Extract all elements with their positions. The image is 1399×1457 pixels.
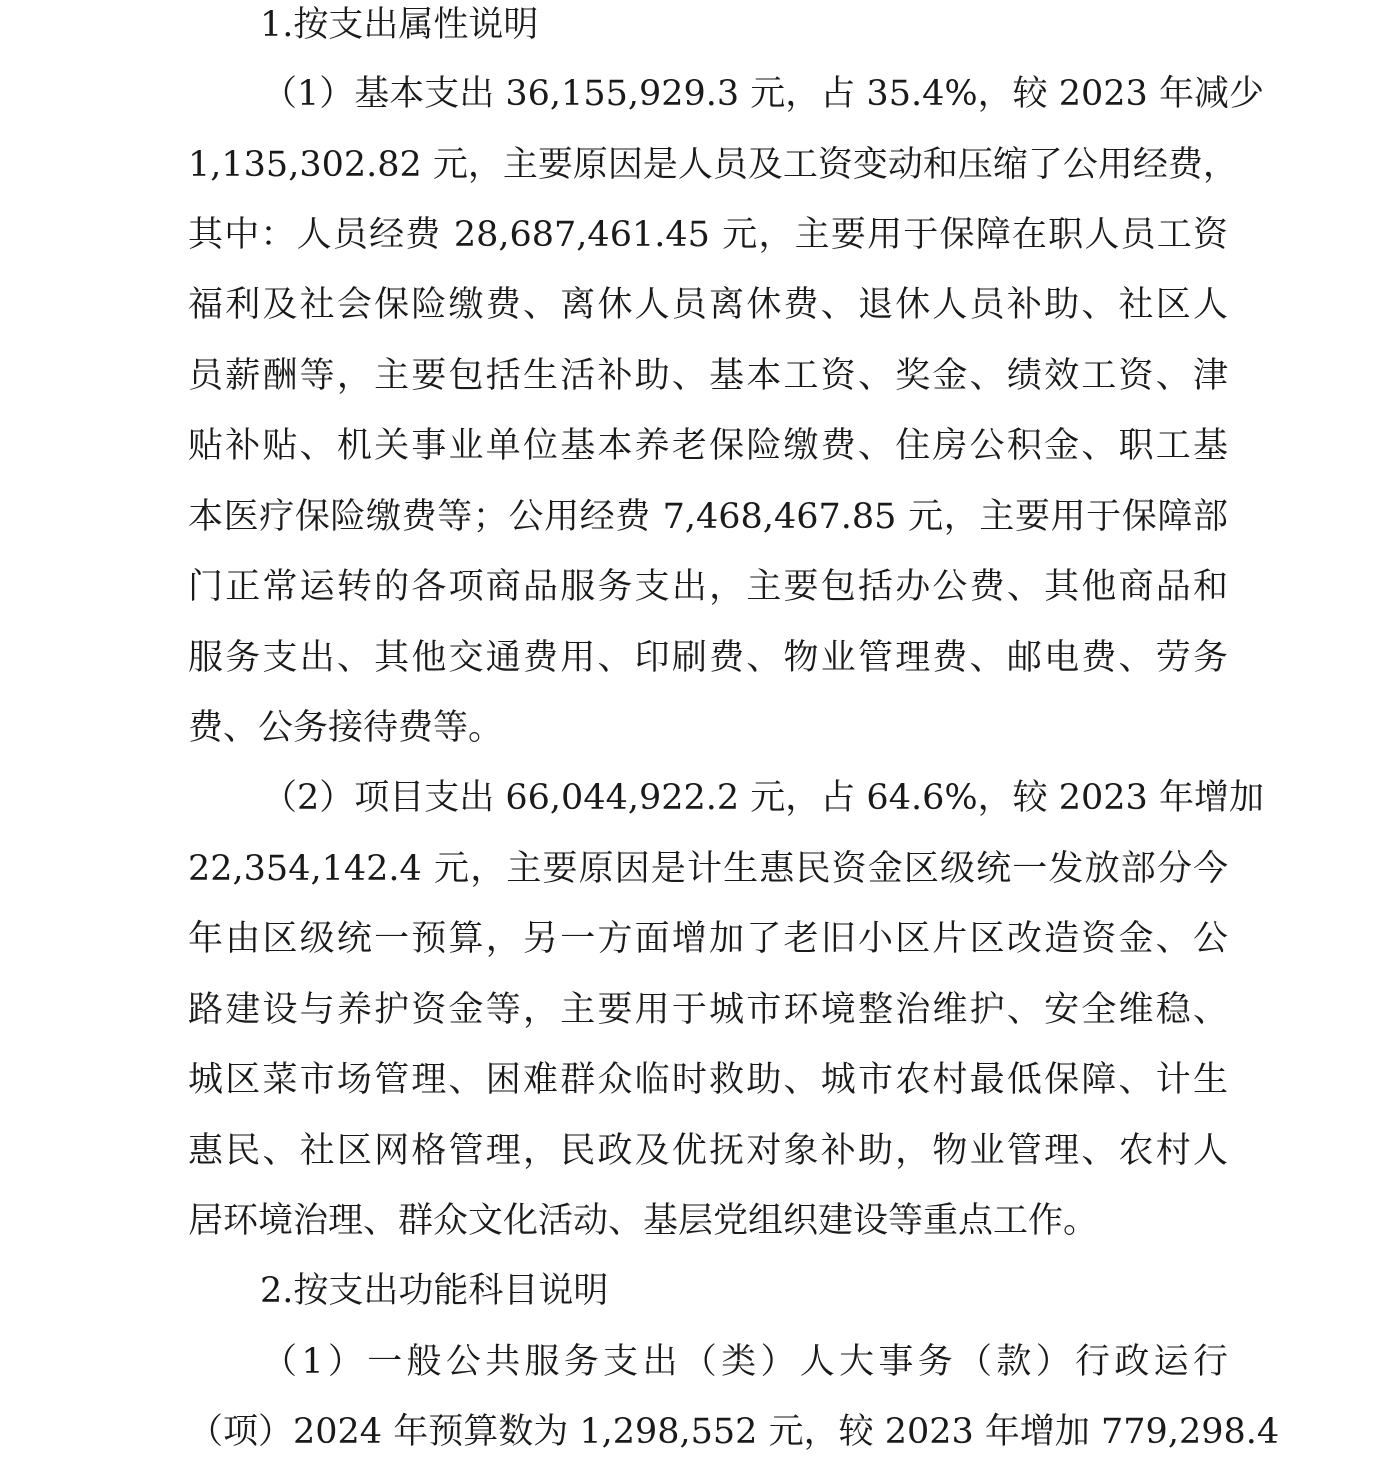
paragraph-line: 城区菜市场管理、困难群众临时救助、城市农村最低保障、计生 [188, 1060, 1228, 1100]
paragraph-line: （1）一般公共服务支出（类）人大事务（款）行政运行 [262, 1342, 1228, 1382]
paragraph-line: （1）基本支出 36,155,929.3 元，占 35.4%，较 2023 年减少 [262, 74, 1264, 114]
paragraph-line: 福利及社会保险缴费、离休人员离休费、退休人员补助、社区人 [188, 285, 1228, 325]
paragraph-line: 服务支出、其他交通费用、印刷费、物业管理费、邮电费、劳务 [188, 638, 1228, 678]
paragraph-line: 员薪酬等，主要包括生活补助、基本工资、奖金、绩效工资、津 [188, 356, 1228, 396]
section-heading-expenditure-attribute: 1.按支出属性说明 [260, 5, 539, 45]
paragraph-line: 居环境治理、群众文化活动、基层党组织建设等重点工作。 [188, 1201, 1099, 1241]
paragraph-line: 贴补贴、机关事业单位基本养老保险缴费、住房公积金、职工基 [188, 426, 1228, 466]
paragraph-line: 门正常运转的各项商品服务支出，主要包括办公费、其他商品和 [188, 567, 1228, 607]
paragraph-line: （项）2024 年预算数为 1,298,552 元，较 2023 年增加 779,298.4 [188, 1412, 1280, 1452]
paragraph-line: 22,354,142.4 元，主要原因是计生惠民资金区级统一发放部分今 [188, 849, 1228, 889]
paragraph-line: 费、公务接待费等。 [188, 708, 504, 748]
paragraph-line: 其中：人员经费 28,687,461.45 元，主要用于保障在职人员工资 [188, 215, 1228, 255]
section-heading-expenditure-function: 2.按支出功能科目说明 [260, 1271, 609, 1311]
paragraph-line: 本医疗保险缴费等；公用经费 7,468,467.85 元，主要用于保障部 [188, 497, 1228, 537]
paragraph-line: 路建设与养护资金等，主要用于城市环境整治维护、安全维稳、 [188, 990, 1228, 1030]
paragraph-line: 惠民、社区网格管理，民政及优抚对象补助，物业管理、农村人 [188, 1131, 1228, 1171]
paragraph-line: （2）项目支出 66,044,922.2 元，占 64.6%，较 2023 年增加 [262, 778, 1264, 818]
paragraph-line: 年由区级统一预算，另一方面增加了老旧小区片区改造资金、公 [188, 919, 1228, 959]
paragraph-line: 1,135,302.82 元，主要原因是人员及工资变动和压缩了公用经费， [188, 145, 1238, 185]
